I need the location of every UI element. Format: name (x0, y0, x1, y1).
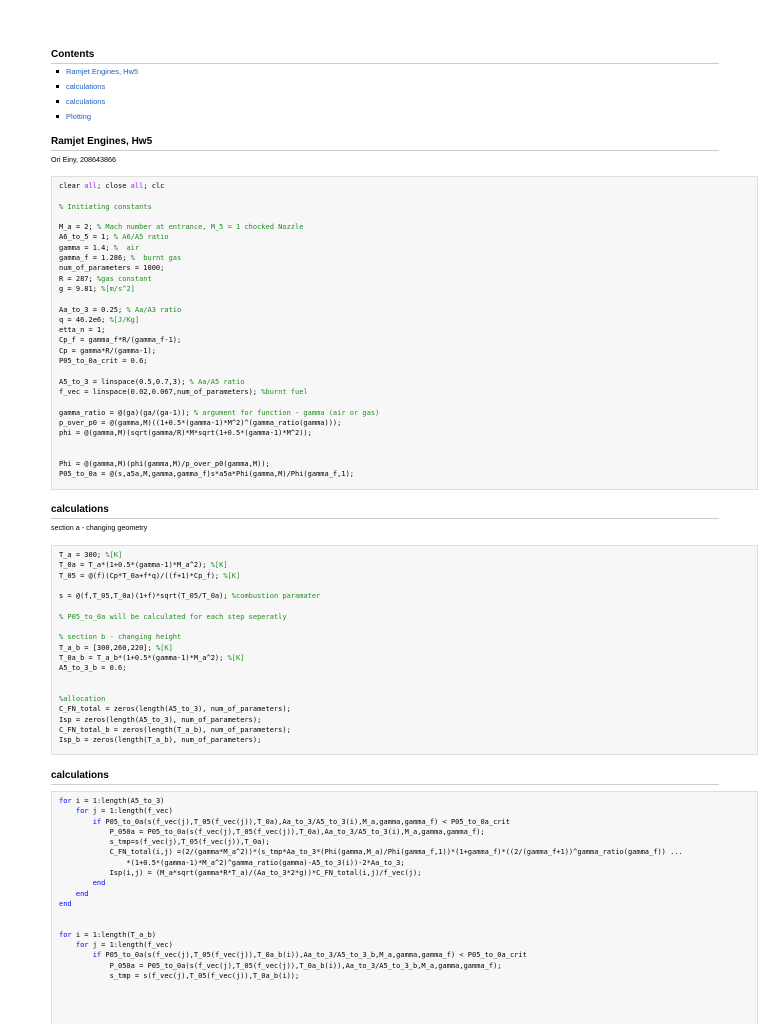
code-keyword: for (75, 941, 89, 950)
code-comment: %[K] (227, 653, 245, 662)
code-text: T_05 = @(f)(Cp*T_0a+f*q)/((f+1)*Cp_f); (59, 571, 224, 580)
code-text: R = 287; (59, 274, 97, 283)
code-line (59, 643, 757, 653)
code-line (59, 847, 757, 857)
code-text: j = 1:length(f_vec) (88, 807, 173, 816)
code-line (59, 674, 757, 684)
code-text: clear (59, 182, 85, 190)
code-line (59, 397, 757, 407)
code-block-calculations-a (51, 545, 758, 755)
section-heading-calculations-2: calculations (51, 770, 719, 785)
code-text: P_050a = P05_to_0a(s(f_vec(j),T_05(f_vec(j)),T_0a_b(i)),Aa_to_3/A5_to_3_b,M_a,gamma,gamma_f); (59, 961, 502, 970)
code-line (59, 653, 757, 663)
code-line (59, 438, 757, 448)
code-keyword: end (75, 889, 89, 898)
code-comment: %[K] (105, 551, 123, 559)
code-line (59, 305, 757, 315)
code-comment: %gas constant (96, 274, 152, 283)
code-line (59, 571, 757, 581)
code-keyword: ... (670, 848, 683, 857)
code-text: M_a = 2; (59, 223, 97, 232)
code-text: Aa_to_3 = 0.25; (59, 305, 127, 314)
code-line (59, 335, 757, 345)
code-text: p_over_p0 = @(gamma,M)((1+0.5*(gamma-1)*M^2)^(gamma_ratio(gamma))); (59, 418, 342, 427)
code-block-constants (51, 176, 758, 490)
code-line (59, 212, 757, 222)
code-text: gamma_f = 1.286; (59, 254, 131, 263)
code-line (59, 632, 757, 642)
code-text (59, 818, 93, 826)
code-text: C_FN_total = zeros(length(A5_to_3), num_of_parameters); (59, 705, 291, 714)
code-text: Cp_f = gamma_f*R/(gamma_f-1); (59, 336, 182, 345)
code-line (59, 684, 757, 694)
code-comment: %burnt fuel (261, 387, 308, 396)
code-text: T_0a_b = T_a_b*(1+0.5*(gamma-1)*M_a^2); (59, 653, 228, 662)
code-line (59, 418, 757, 428)
code-comment: % Initiating constants (59, 202, 152, 211)
code-comment: % Mach number at entrance, M_5 = 1 chocked Nozzle (96, 223, 304, 232)
code-line (59, 612, 757, 622)
code-text (59, 890, 76, 898)
code-comment: % burnt gas (130, 254, 182, 263)
code-line (59, 796, 757, 806)
code-comment: %[m/s^2] (101, 284, 135, 293)
code-comment: %[K] (155, 643, 173, 652)
code-text: Isp_b = zeros(length(T_a_b), num_of_parameters); (59, 736, 262, 745)
code-text: s = @(f,T_05,T_0a)(1+f)*sqrt(T_05/T_0a); (59, 592, 232, 601)
code-text: g = 9.81; (59, 284, 102, 293)
code-line (59, 263, 757, 273)
code-block-calculations-loops (51, 791, 758, 1024)
code-line (59, 663, 757, 673)
code-line (59, 725, 757, 735)
code-line (59, 601, 757, 611)
code-line (59, 346, 757, 356)
code-text: gamma_ratio = @(ga)(ga/(ga-1)); (59, 408, 194, 417)
code-text: Isp = zeros(length(A5_to_3), num_of_parameters); (59, 715, 262, 724)
code-line (59, 202, 757, 212)
code-keyword: end (92, 879, 106, 888)
toc-link-calculations-1[interactable]: calculations (66, 82, 106, 91)
code-text: i = 1:length(T_a_b) (71, 930, 156, 939)
code-text: s_tmp = s(f_vec(j),T_05(f_vec(j)),T_0a_b(i)); (59, 972, 300, 981)
code-line (59, 222, 757, 232)
code-line (59, 715, 757, 725)
code-text: j = 1:length(f_vec) (88, 941, 173, 950)
code-string: all (130, 182, 144, 190)
code-line (59, 694, 757, 704)
code-line (59, 469, 757, 479)
code-line (59, 253, 757, 263)
toc-item[interactable] (51, 109, 138, 124)
code-text: Isp(i,j) = (M_a*sqrt(gamma*R*T_a)/(Aa_to_3*2*g))*C_FN_total(i,j)/f_vec(j); (59, 869, 422, 878)
code-text: q = 46.2e6; (59, 315, 110, 324)
code-text: Cp = gamma*R/(gamma-1); (59, 346, 156, 355)
code-line (59, 817, 757, 827)
code-string: all (84, 182, 97, 190)
code-line (59, 274, 757, 284)
code-text: A5_to_3_b = 0.6; (59, 664, 127, 673)
code-line (59, 920, 757, 930)
code-text: T_a = 300; (59, 551, 106, 559)
code-keyword: for (59, 797, 72, 805)
code-line (59, 878, 757, 888)
code-line (59, 837, 757, 847)
code-line (59, 428, 757, 438)
toc-link-plotting[interactable]: Plotting (66, 112, 92, 121)
code-line (59, 971, 757, 981)
code-line (59, 459, 757, 469)
code-text: phi = @(gamma,M)(sqrt(gamma/R)*M*sqrt(1+0.5*(gamma-1)*M^2)); (59, 429, 312, 438)
toc-item[interactable] (51, 64, 138, 79)
code-text: P_050a = P05_to_0a(s(f_vec(j),T_05(f_vec(j)),T_0a),Aa_to_3/A5_to_3(i),M_a,gamma,gamma_f); (59, 827, 485, 836)
code-comment: %[J/Kg] (109, 315, 140, 324)
code-line (59, 325, 757, 335)
code-line (59, 449, 757, 459)
code-text: T_a_b = [300,260,220]; (59, 643, 156, 652)
section-heading-calculations-1: calculations (51, 504, 719, 519)
code-text (59, 941, 76, 949)
table-of-contents (51, 64, 138, 124)
code-text: f_vec = linspace(0.02,0.067,num_of_parameters); (59, 387, 262, 396)
code-text: P05_to_0a = @(s,a5a,M,gamma,gamma_f)s*a5a*Phi(gamma,M)/Phi(gamma_f,1); (59, 470, 355, 479)
code-keyword: if (92, 817, 102, 826)
code-line (59, 735, 757, 745)
code-line (59, 356, 757, 366)
code-text: T_0a = T_a*(1+0.5*(gamma-1)*M_a^2); (59, 561, 211, 570)
code-line (59, 961, 757, 971)
code-line (59, 940, 757, 950)
code-comment: % section b - changing height (59, 633, 182, 642)
code-line (59, 315, 757, 325)
code-line (59, 387, 757, 397)
code-text: gamma = 1.4; (59, 243, 114, 252)
code-comment: % A6/A5 ratio (113, 233, 169, 242)
code-line (59, 191, 757, 201)
code-keyword: for (75, 807, 89, 816)
code-comment: % argument for function - gamma (air or gas) (193, 408, 380, 417)
code-comment: % Aa/A3 ratio (126, 305, 182, 314)
code-keyword: for (59, 930, 72, 939)
toc-link-calculations-2[interactable]: calculations (66, 97, 106, 106)
code-text: P05_to_0a(s(f_vec(j),T_05(f_vec(j)),T_0a_b(i)),Aa_to_3/A5_to_3_b,M_a,gamma,gamma_f) < P05_to_0a_crit (101, 951, 527, 960)
code-line (59, 232, 757, 242)
toc-item[interactable] (51, 94, 138, 109)
section-subtitle: section a - changing geometry (51, 523, 148, 532)
code-text: C_FN_total(i,j) =(2/(gamma*M_a^2))*(s_tmp*Aa_to_3*(Phi(gamma,M_a)/Phi(gamma_f,1))*(1+gamma_f)*((2/(gamma_f+1))^gamma_ratio(gamma_f)) (59, 848, 671, 857)
code-line (59, 591, 757, 601)
code-text (59, 879, 93, 887)
code-line (59, 550, 757, 560)
code-text: A5_to_3 = linspace(0.5,0.7,3); (59, 377, 190, 386)
toc-link-ramjet[interactable]: Ramjet Engines, Hw5 (66, 67, 139, 76)
code-text: s_tmp=s(f_vec(j),T_05(f_vec(j)),T_0a); (59, 838, 270, 847)
code-comment: % air (113, 243, 140, 252)
code-line (59, 806, 757, 816)
code-text: P05_to_0a_crit = 0.6; (59, 357, 148, 366)
code-text: etta_n = 1; (59, 326, 106, 335)
code-line (59, 377, 757, 387)
code-text: *(1+0.5*(gamma-1)*M_a^2)^gamma_ratio(gamma)-A5_to_3(i))-2*Aa_to_3; (59, 858, 405, 867)
code-line (59, 366, 757, 376)
contents-heading: Contents (51, 49, 719, 64)
code-line (59, 950, 757, 960)
code-comment: % P05_to_0a will be calculated for each step seperatly (59, 612, 287, 621)
code-text: ; close (96, 182, 131, 190)
code-line (59, 284, 757, 294)
code-text: A6_to_5 = 1; (59, 233, 114, 242)
code-line (59, 704, 757, 714)
code-line (59, 827, 757, 837)
code-text: num_of_parameters = 1000; (59, 264, 165, 273)
code-line (59, 889, 757, 899)
code-line (59, 581, 757, 591)
author-line: Ori Einy, 208643866 (51, 155, 116, 164)
code-line (59, 858, 757, 868)
code-line (59, 622, 757, 632)
code-line (59, 930, 757, 940)
code-comment: %[K] (223, 571, 241, 580)
code-keyword: end (59, 899, 72, 908)
code-comment: %[K] (210, 561, 228, 570)
section-heading-ramjet: Ramjet Engines, Hw5 (51, 136, 719, 151)
code-line (59, 181, 757, 191)
code-text: i = 1:length(A5_to_3) (71, 797, 165, 805)
code-text: P05_to_0a(s(f_vec(j),T_05(f_vec(j)),T_0a),Aa_to_3/A5_to_3(i),M_a,gamma,gamma_f) < P05_to_0a_crit (101, 817, 510, 826)
code-comment: % Aa/A5 ratio (189, 377, 245, 386)
code-comment: %combustion paramater (231, 592, 321, 601)
code-line (59, 294, 757, 304)
code-line (59, 408, 757, 418)
code-text: ; clc (143, 182, 165, 190)
toc-item[interactable] (51, 79, 138, 94)
code-line (59, 899, 757, 909)
code-comment: %allocation (59, 695, 106, 704)
code-text: Phi = @(gamma,M)(phi(gamma,M)/p_over_p0(gamma,M)); (59, 460, 270, 469)
code-keyword: if (92, 951, 102, 960)
code-text: C_FN_total_b = zeros(length(T_a_b), num_of_parameters); (59, 726, 291, 735)
code-line (59, 909, 757, 919)
code-text (59, 807, 76, 815)
code-line (59, 243, 757, 253)
code-text (59, 951, 93, 959)
code-line (59, 868, 757, 878)
code-line (59, 560, 757, 570)
